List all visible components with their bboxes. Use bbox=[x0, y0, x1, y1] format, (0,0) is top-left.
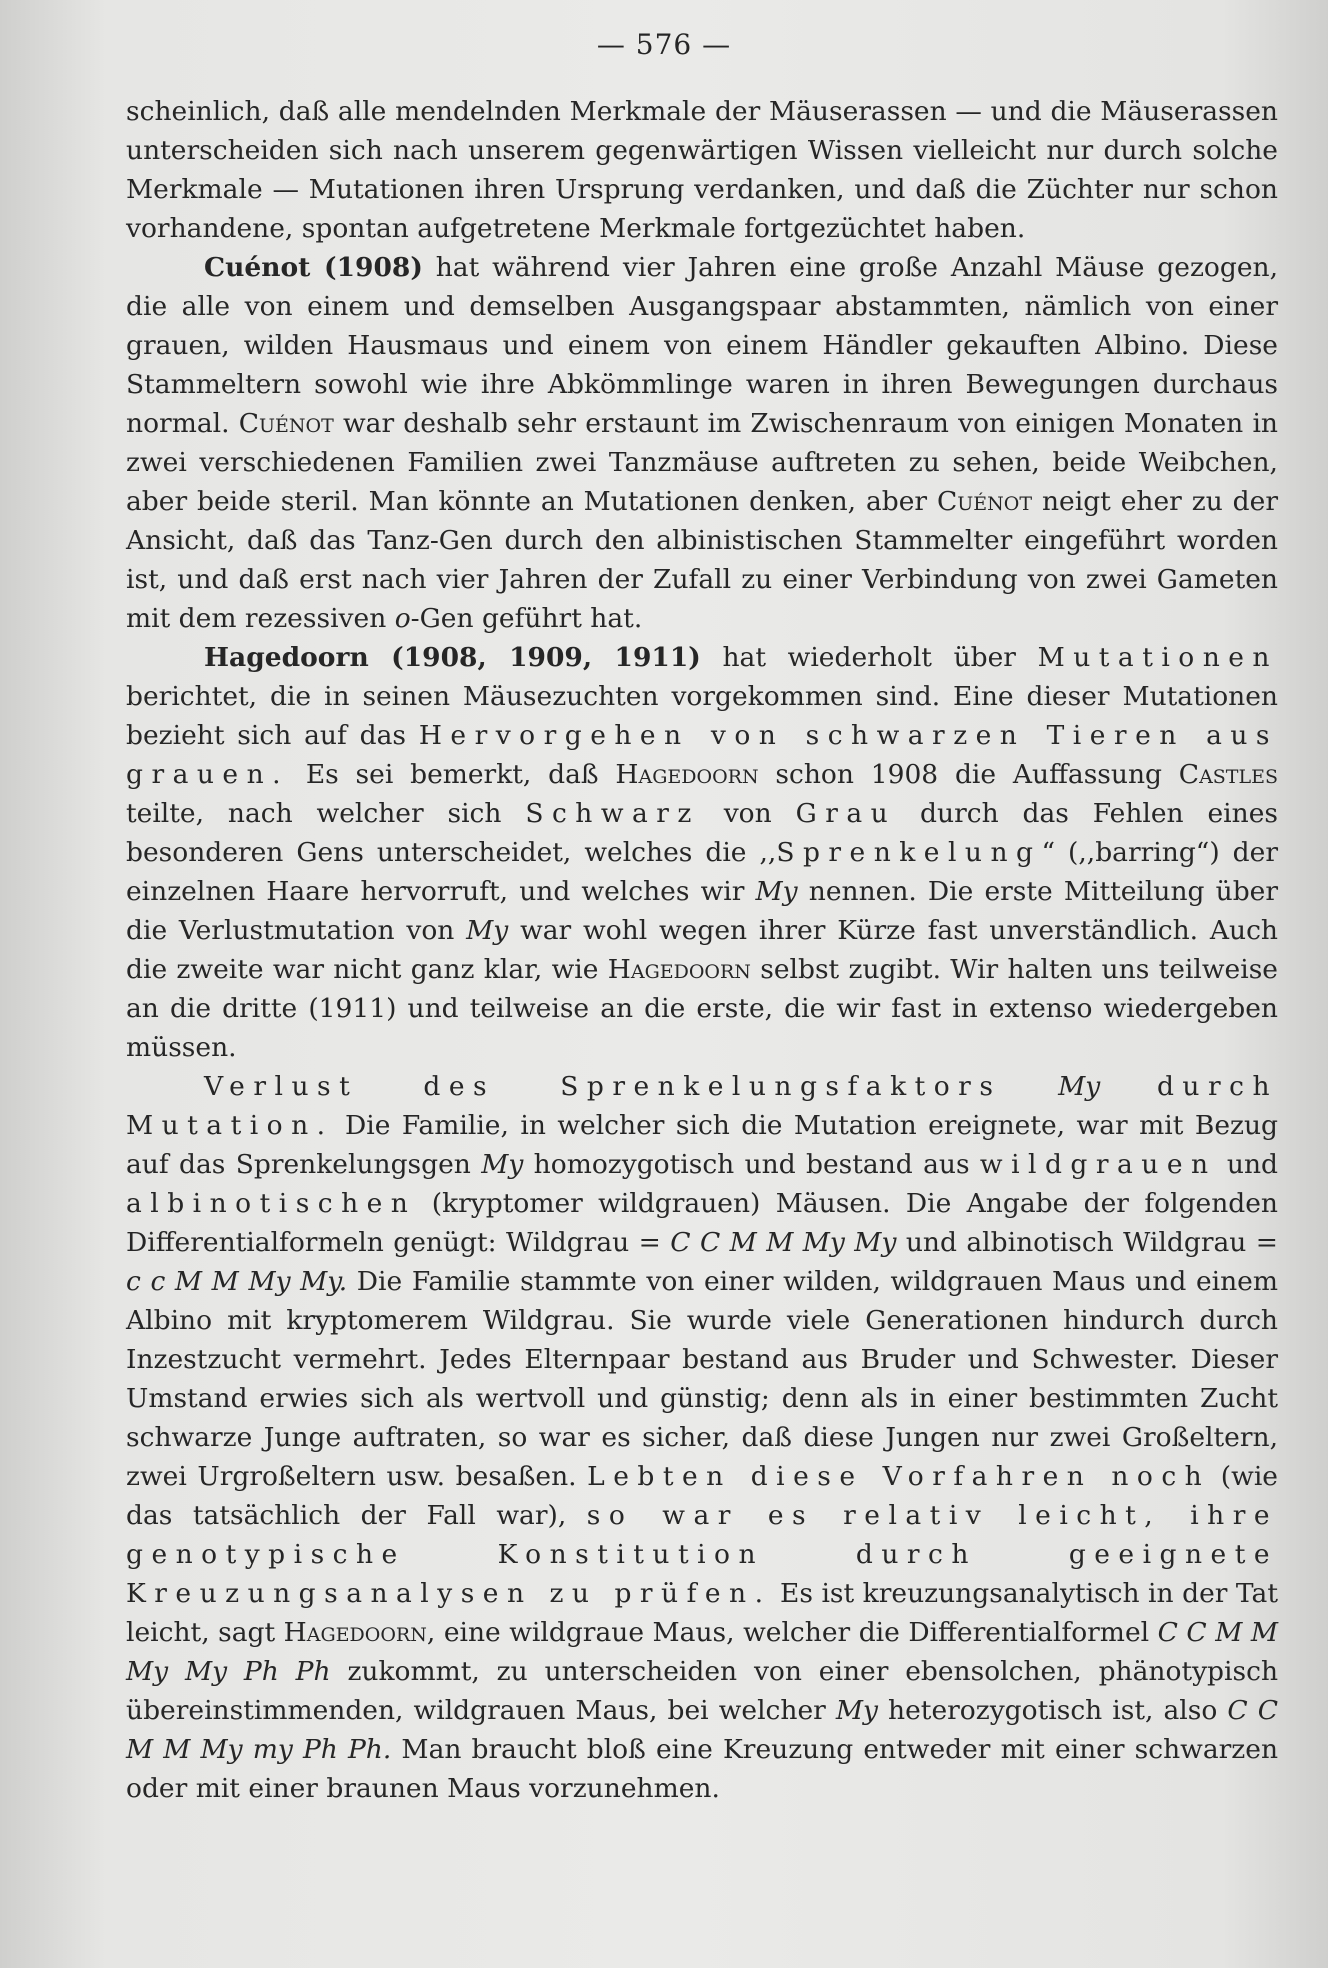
author-citation: Hagedoorn (1908, 1909, 1911) bbox=[204, 642, 701, 673]
italic-term: My bbox=[1058, 1071, 1101, 1102]
text-run: Die Familie, in welcher sich die Mutation ereignete, war mit Bezug auf das Sprenkelungsgen bbox=[126, 1110, 1278, 1180]
italic-term: c c M M My My. bbox=[126, 1266, 348, 1297]
spaced-emphasis: Grau bbox=[795, 798, 897, 829]
text-run: hat während vier Jahren eine große Anzahl Mäuse gezogen, die alle von einem und demselben Ausgangspaar abstammten, nämlich von einer grauen, wilden Hausmaus und einem von einem Händler gekauften Albino. Diese Stammeltern sowohl wie ihre Abkömmlinge waren in ihren Bewegungen durchaus normal. bbox=[126, 252, 1279, 439]
small-caps-name: Cuénot bbox=[238, 408, 334, 439]
italic-term: My bbox=[835, 1695, 878, 1726]
italic-term: C C M M My My bbox=[670, 1227, 897, 1258]
spaced-emphasis: Sprenkelung bbox=[776, 837, 1042, 868]
italic-term: My bbox=[755, 876, 798, 907]
italic-term: C C M M My My Ph Ph bbox=[126, 1617, 1278, 1687]
small-caps-name: Hagedoorn bbox=[615, 759, 759, 790]
paragraph-cuenot bbox=[126, 248, 1278, 638]
text-run: Es ist kreuzungsanalytisch in der Tat leicht, sagt bbox=[126, 1578, 1278, 1648]
text-run: hat wiederholt über bbox=[700, 642, 1038, 673]
italic-term: C C M M My my Ph Ph. bbox=[126, 1695, 1279, 1765]
text-run: und bbox=[1216, 1149, 1278, 1180]
spaced-emphasis: Schwarz bbox=[525, 798, 700, 829]
spaced-emphasis: albinotischen bbox=[126, 1188, 417, 1219]
text-run: und albinotisch Wildgrau = bbox=[896, 1227, 1278, 1258]
text-run: Die Familie stammte von einer wilden, wildgrauen Maus und einem Albino mit kryptomerem Wildgrau. Sie wurde viele Generationen hindurch durch Inzestzucht vermehrt. Jedes Elternpaar bestand aus Bruder und Schwester. Dieser Umstand erwies sich als wertvoll und günstig; denn als in einer bestimmten Zucht schwarze Junge auftraten, so war es sicher, daß diese Jungen nur zwei Großeltern, zwei Urgroßeltern usw. besaßen. bbox=[126, 1266, 1278, 1492]
author-citation: Cuénot (1908) bbox=[204, 252, 423, 283]
text-run: zukommt, zu unterscheiden von einer ebensolchen, phänotypisch übereinstimmenden, wildgrauen Maus, bei welcher bbox=[126, 1656, 1279, 1726]
text-run: war deshalb sehr erstaunt im Zwischenraum von einigen Monaten in zwei verschiedenen Familien zwei Tanzmäuse auftreten zu sehen, beide Weibchen, aber beide steril. Man könnte an Mutationen denken, aber bbox=[126, 408, 1278, 517]
small-caps-name: Castles bbox=[1178, 759, 1278, 790]
text-run: , eine wildgraue Maus, welcher die Differentialformel bbox=[426, 1617, 1158, 1648]
italic-term: My bbox=[481, 1149, 524, 1180]
spaced-emphasis: Hervorgehen von schwarzen Tieren aus grauen. bbox=[126, 720, 1278, 790]
text-run bbox=[1001, 1071, 1058, 1102]
text-run: selbst zugibt. Wir halten uns teilweise an die dritte (1911) und teilweise an die erste, die wir fast in extenso wiedergeben müssen. bbox=[126, 954, 1278, 1063]
text-run: Man braucht bloß eine Kreuzung entweder mit einer schwarzen oder mit einer braunen Maus vorzunehmen. bbox=[126, 1734, 1279, 1804]
text-run bbox=[1100, 1071, 1157, 1102]
small-caps-name: Cuénot bbox=[937, 486, 1033, 517]
text-run: (wie das tatsächlich der Fall war), bbox=[126, 1461, 1278, 1531]
text-run: berichtet, die in seinen Mäusezuchten vorgekommen sind. Eine dieser Mutationen bezieht sich auf das bbox=[126, 681, 1278, 751]
text-run: war wohl wegen ihrer Kürze fast unverständlich. Auch die zweite war nicht ganz klar, wie bbox=[126, 915, 1278, 985]
small-caps-name: Hagedoorn bbox=[283, 1617, 427, 1648]
paragraph-mutation-loss bbox=[126, 1067, 1278, 1808]
text-run: nennen. Die erste Mitteilung über die Verlustmutation von bbox=[126, 876, 1279, 946]
text-run: homozygotisch und bestand aus bbox=[523, 1149, 980, 1180]
text-run: von bbox=[699, 798, 796, 829]
page-number: — 576 — bbox=[596, 28, 732, 61]
spaced-emphasis: Lebten diese Vorfahren noch bbox=[587, 1461, 1211, 1492]
paragraph-continuation bbox=[126, 92, 1278, 248]
text-run: schon 1908 die Auffassung bbox=[758, 759, 1179, 790]
text-run: Es sei bemerkt, daß bbox=[289, 759, 616, 790]
text-run: durch das Fehlen eines besonderen Gens unterscheidet, welches die ,, bbox=[126, 798, 1278, 868]
small-caps-name: Hagedoorn bbox=[607, 954, 751, 985]
text-run: heterozygotisch ist, also bbox=[877, 1695, 1228, 1726]
spaced-emphasis: so war es relativ leicht, ihre genotypische Konstitution durch geeignete Kreuzungsanalysen zu prüfen. bbox=[126, 1500, 1279, 1609]
spaced-emphasis: Mutationen bbox=[1037, 642, 1278, 673]
italic-term: My bbox=[466, 915, 509, 946]
paragraph-hagedoorn bbox=[126, 638, 1278, 1067]
spaced-emphasis: Verlust des Sprenkelungsfaktors bbox=[204, 1071, 1002, 1102]
text-run: -Gen geführt hat. bbox=[410, 603, 643, 634]
text-run: teilte, nach welcher sich bbox=[126, 798, 526, 829]
text-run: “ (,,barring“) der einzelnen Haare hervorruft, und welches wir bbox=[126, 837, 1278, 907]
body-text bbox=[126, 92, 1278, 1808]
spaced-emphasis: durch Mutation. bbox=[126, 1071, 1278, 1141]
text-run: scheinlich, daß alle mendelnden Merkmale der Mäuserassen — und die Mäuserassen unterscheiden sich nach unserem gegenwärtigen Wissen vielleicht nur durch solche Merkmale — Mutationen ihren Ursprung verdanken, und daß die Züchter nur schon vorhandene, spontan aufgetretene Merkmale fortgezüchtet haben. bbox=[126, 96, 1278, 244]
text-run: neigt eher zu der Ansicht, daß das Tanz-Gen durch den albinistischen Stammelter eingeführt worden ist, und daß erst nach vier Jahren der Zufall zu einer Verbindung von zwei Gameten mit dem rezessiven bbox=[126, 486, 1278, 634]
italic-term: o bbox=[394, 603, 411, 634]
text-run: (kryptomer wildgrauen) Mäusen. Die Angabe der folgenden Differentialformeln genügt: Wildgrau = bbox=[126, 1188, 1278, 1258]
spaced-emphasis: wildgrauen bbox=[979, 1149, 1217, 1180]
